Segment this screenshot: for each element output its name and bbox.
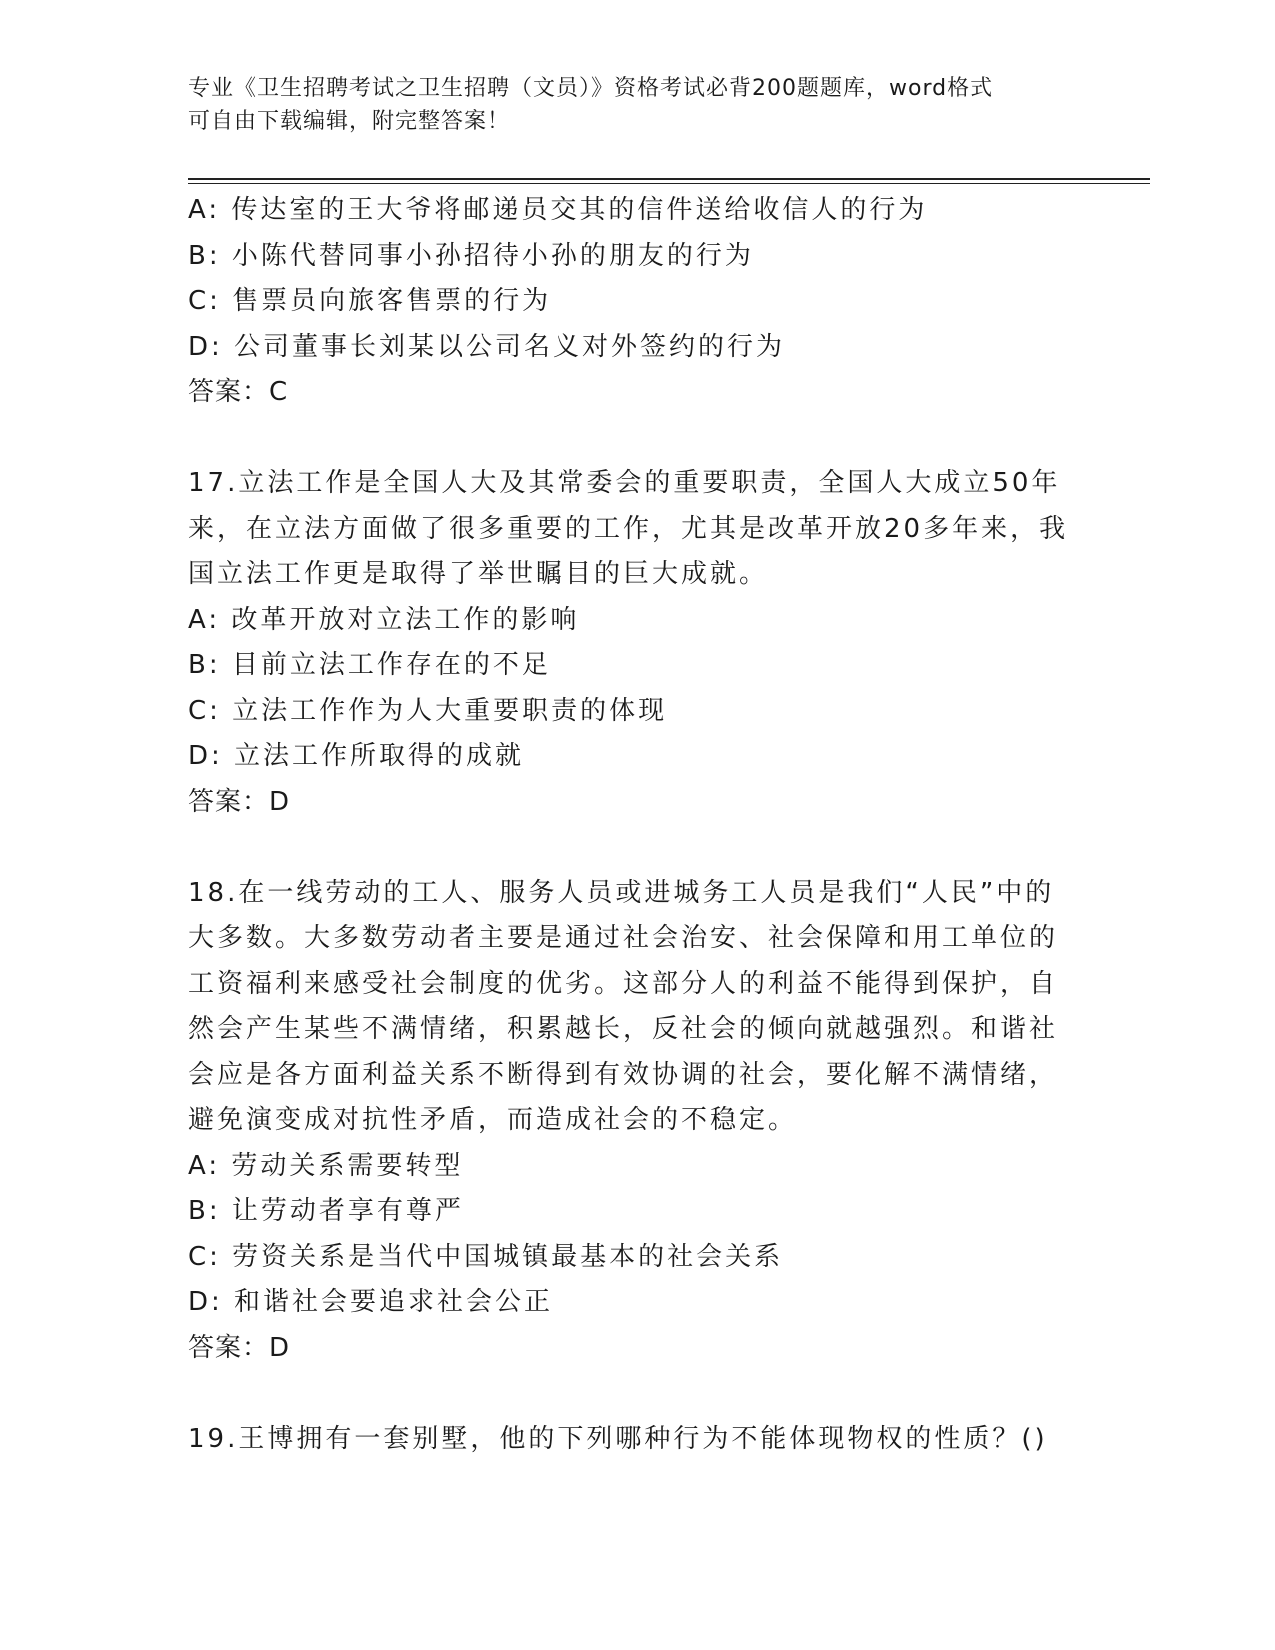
question-18 [188,871,1088,1372]
question-18-stem-line: 然会产生某些不满情绪，积累越长，反社会的倾向就越强烈。和谐社 [188,1014,1059,1044]
option-c: C: 立法工作作为人大重要职责的体现 [188,695,668,726]
option-b: B: 目前立法工作存在的不足 [188,650,551,680]
header-line-1: 专业《卫生招聘考试之卫生招聘（文员）》资格考试必背200题题库，word格式 [188,76,994,101]
question-17-stem-line: 17.立法工作是全国人大及其常委会的重要职责，全国人大成立50年 [188,468,1061,498]
question-content [188,188,1088,1462]
question-18-stem-line: 工资福利来感受社会制度的优劣。这部分人的利益不能得到保护，自 [188,968,1059,999]
option-d: D: 和谐社会要追求社会公正 [188,1287,554,1317]
document-header [188,72,1088,138]
question-19 [188,1417,1088,1463]
header-rule-thick [188,178,1150,180]
question-18-stem-line: 18.在一线劳动的工人、服务人员或进城务工人员是我们“人民”中的 [188,877,1055,908]
question-16-options [188,188,1088,370]
question-18-stem-line: 大多数。大多数劳动者主要是通过社会治安、社会保障和用工单位的 [188,923,1059,953]
option-b: B: 让劳动者享有尊严 [188,1196,464,1226]
question-18-answer: 答案：D [188,1332,291,1363]
spacer [188,825,1088,871]
question-18-stem-line: 会应是各方面利益关系不断得到有效协调的社会，要化解不满情绪， [188,1059,1059,1090]
option-b: B: 小陈代替同事小孙招待小孙的朋友的行为 [188,240,754,271]
question-16-answer: 答案：C [188,377,289,407]
header-line-2: 可自由下载编辑，附完整答案！ [188,109,511,134]
spacer [188,416,1088,462]
option-a: A: 改革开放对立法工作的影响 [188,604,580,635]
question-17-stem-line: 来，在立法方面做了很多重要的工作，尤其是改革开放20多年来，我 [188,513,1069,544]
question-17 [188,461,1088,825]
option-c: C: 售票员向旅客售票的行为 [188,286,552,316]
option-d: D: 立法工作所取得的成就 [188,741,525,771]
header-rule-thin [188,183,1150,184]
question-17-answer: 答案：D [188,786,291,817]
option-d: D: 公司董事长刘某以公司名义对外签约的行为 [188,331,786,362]
option-a: A: 传达室的王大爷将邮递员交其的信件送给收信人的行为 [188,195,928,225]
option-c: C: 劳资关系是当代中国城镇最基本的社会关系 [188,1241,784,1272]
option-a: A: 劳动关系需要转型 [188,1150,464,1181]
question-17-stem-line: 国立法工作更是取得了举世瞩目的巨大成就。 [188,559,769,589]
question-19-stem-line: 19.王博拥有一套别墅，他的下列哪种行为不能体现物权的性质？() [188,1423,1048,1454]
question-18-stem-line: 避免演变成对抗性矛盾，而造成社会的不稳定。 [188,1105,798,1135]
spacer [188,1371,1088,1417]
